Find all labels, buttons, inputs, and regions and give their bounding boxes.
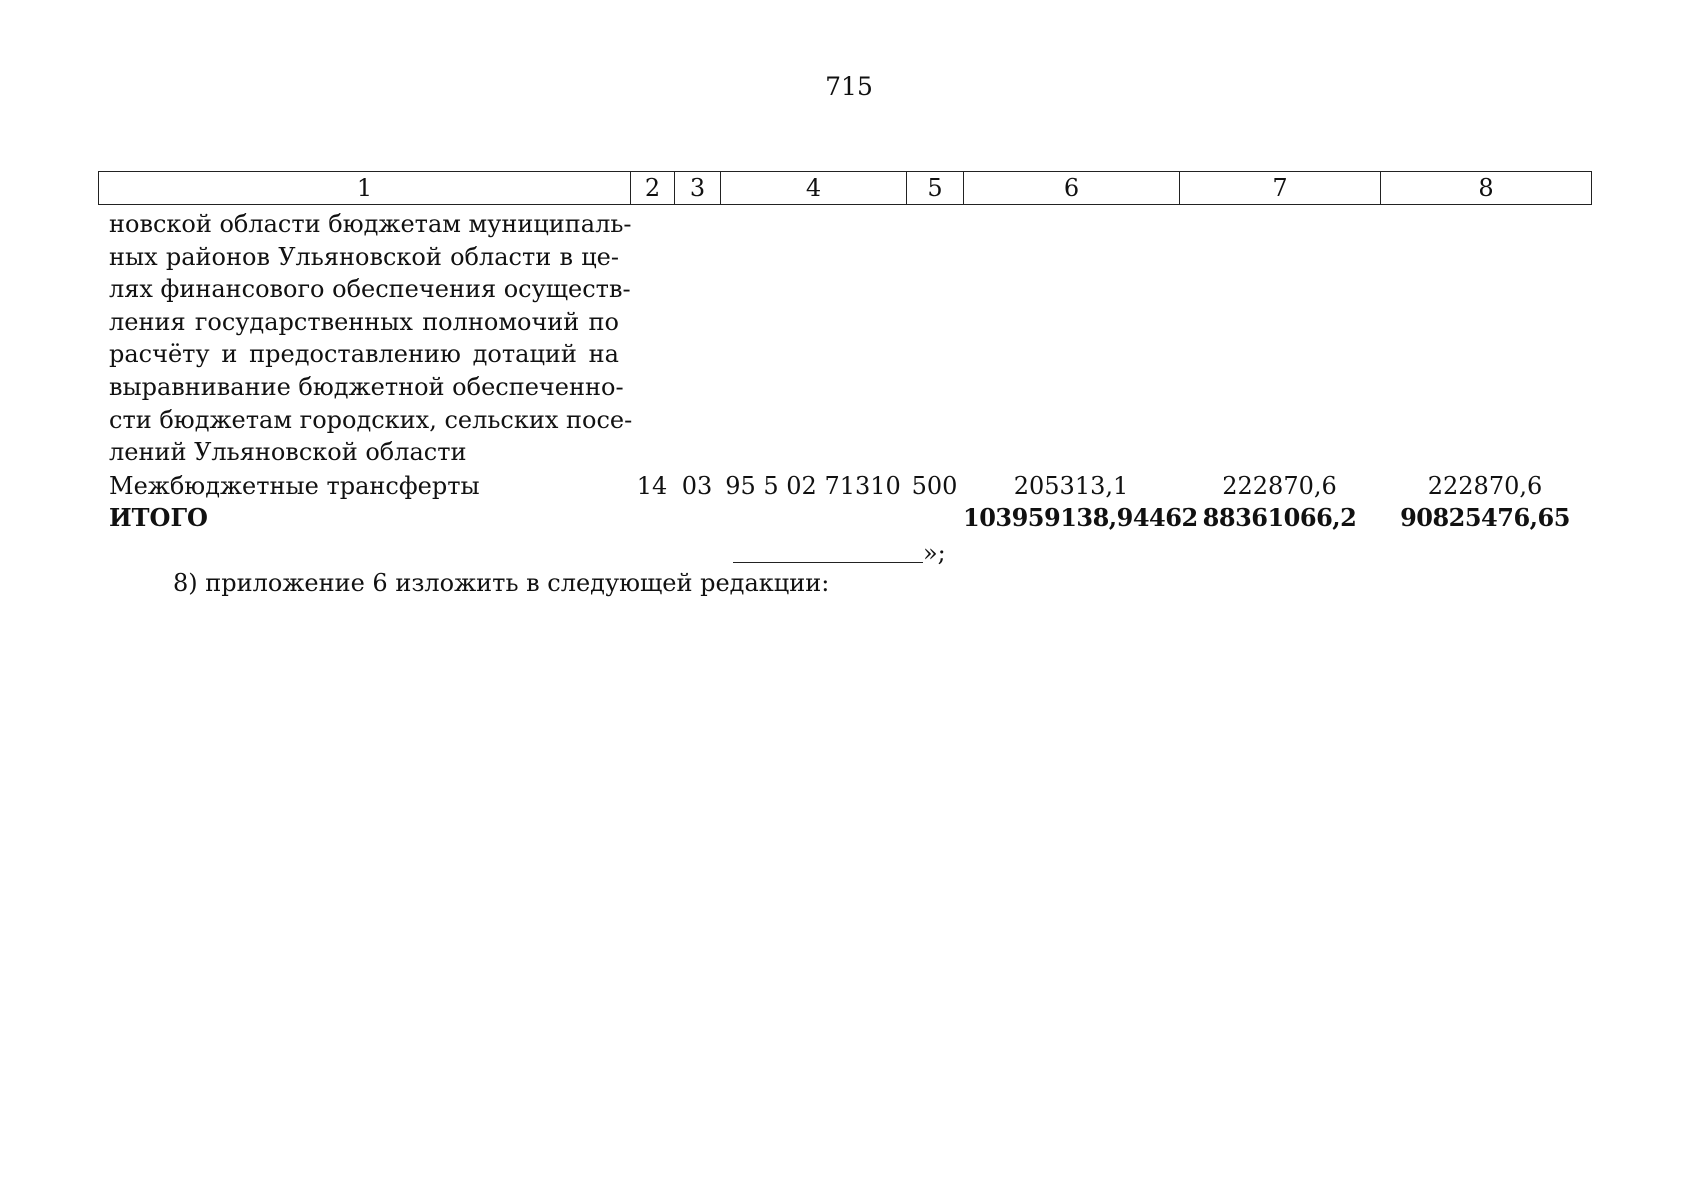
description-line: ных районов Ульяновской области в це- — [109, 242, 619, 271]
table-header-cell-1: 1 — [99, 172, 631, 204]
description-line: расчёту и предоставлению дотаций на — [109, 340, 619, 369]
description-line: новской области бюджетам муниципаль- — [109, 210, 632, 238]
instruction-paragraph: 8) приложение 6 изложить в следующей редакции: — [173, 569, 830, 597]
description-line: выравнивание бюджетной обеспеченно- — [109, 372, 624, 401]
row-label: Межбюджетные трансферты — [109, 472, 480, 500]
total-amount-7: 88361066,2 — [1202, 503, 1357, 532]
table-header-cell-4: 4 — [721, 172, 907, 204]
table-header-cell-7: 7 — [1180, 172, 1381, 204]
cell-section: 14 — [636, 472, 668, 500]
cell-amount-6: 205313,1 — [1013, 472, 1129, 500]
closing-mark — [733, 537, 946, 569]
table-header-cell-5: 5 — [907, 172, 964, 204]
cell-amount-8: 222870,6 — [1427, 472, 1543, 500]
page-number: 715 — [825, 72, 873, 101]
cell-amount-7: 222870,6 — [1222, 472, 1337, 500]
table-header-cell-2: 2 — [631, 172, 675, 204]
table-header-cell-8: 8 — [1478, 174, 1494, 202]
table-row-transfers — [98, 470, 1592, 502]
closing-quote: »; — [923, 539, 946, 567]
table-header-cell-6: 6 — [964, 172, 1180, 204]
description-line: сти бюджетам городских, сельских посе- — [109, 405, 633, 434]
closing-underline — [733, 538, 923, 563]
row-description — [109, 208, 633, 469]
description-line: лений Ульяновской области — [109, 438, 467, 467]
cell-subsection: 03 — [681, 472, 713, 500]
cell-expense-type: 500 — [911, 472, 958, 500]
total-amount-8: 90825476,65 — [1400, 503, 1570, 532]
description-line: ления государственных полномочий по — [109, 307, 619, 336]
table-header-row — [98, 171, 1592, 205]
table-row-total — [98, 502, 1592, 534]
table-header-cell-3: 3 — [675, 172, 721, 204]
total-amount-6: 103959138,94462 — [963, 503, 1198, 532]
cell-target-article: 95 5 02 71310 — [725, 472, 901, 500]
total-label: ИТОГО — [109, 503, 208, 532]
description-line: лях финансового обеспечения осуществ- — [109, 275, 631, 304]
